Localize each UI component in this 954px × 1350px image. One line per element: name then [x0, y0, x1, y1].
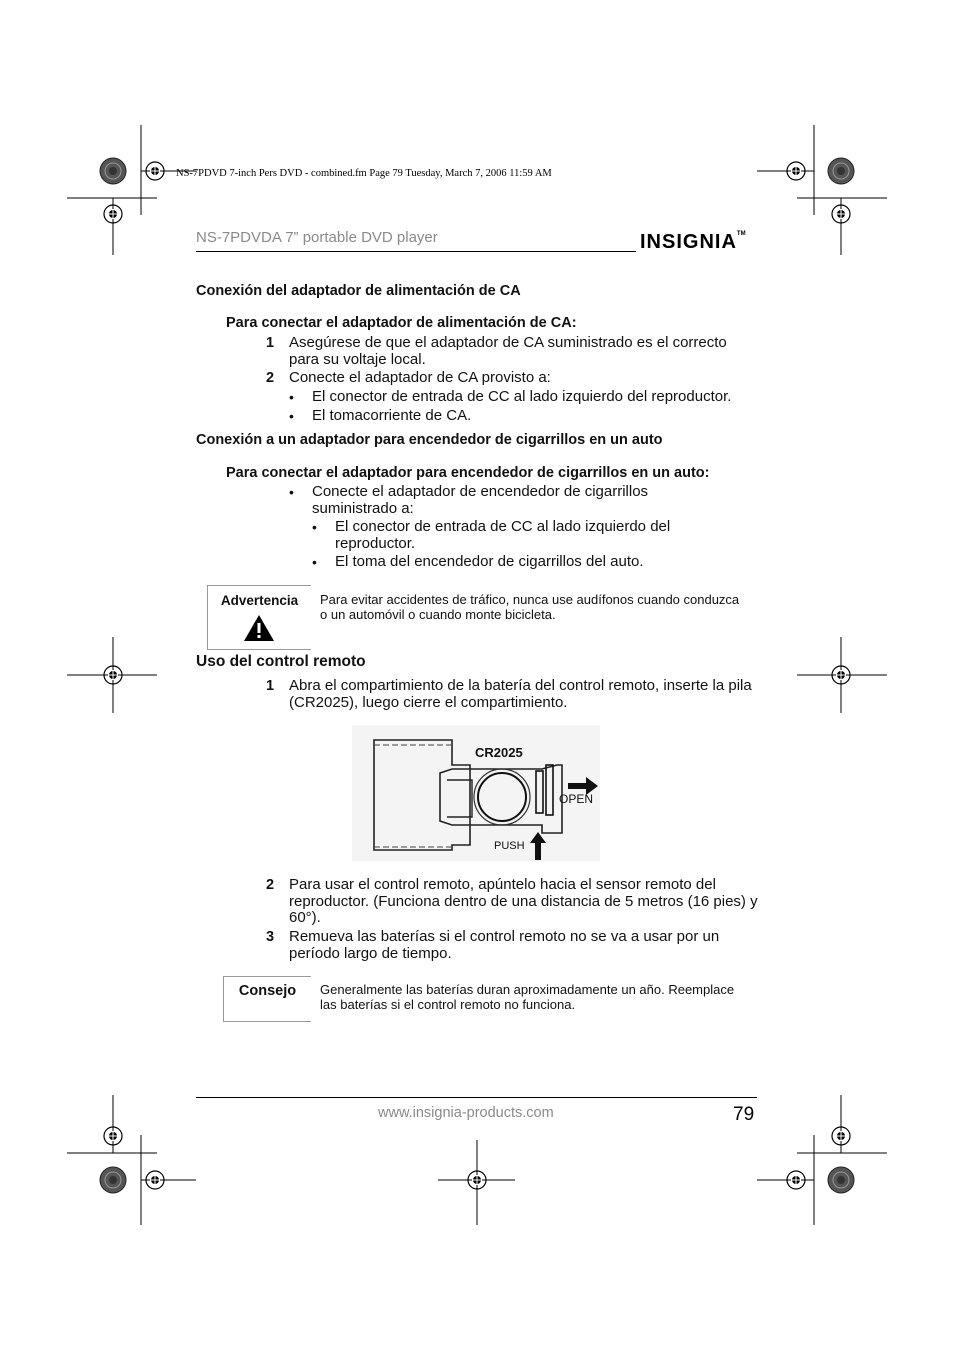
warning-icon [242, 613, 276, 643]
section-heading-remote: Uso del control remoto [196, 653, 366, 670]
battery-label: CR2025 [475, 745, 523, 760]
step-number: 3 [266, 929, 275, 945]
bullet-text: Conecte el adaptador de encendedor de cigarrillos suministrado a: [312, 483, 649, 517]
tip-text: Generalmente las baterías duran aproximadamente un año. Reemplace las baterías si el control remoto no funciona. [320, 982, 735, 1012]
bullet-icon: • [312, 519, 317, 535]
page-number: 79 [733, 1104, 755, 1125]
warning-label: Advertencia [220, 593, 299, 608]
bullet-icon: • [289, 389, 294, 405]
footer-url: www.insignia-products.com [378, 1105, 554, 1121]
bullet-icon: • [312, 554, 317, 570]
section-heading-car: Conexión a un adaptador para encendedor de cigarrillos en un auto [196, 432, 663, 448]
print-slug: NS-7PDVD 7-inch Pers DVD - combined.fm Page 79 Tuesday, March 7, 2006 11:59 AM [176, 168, 552, 179]
push-label: PUSH [494, 840, 525, 852]
tip-label: Consejo [238, 983, 297, 999]
step-text: Abra el compartimiento de la batería del control remoto, inserte la pila (CR2025), luego cierre el compartimiento. [289, 677, 752, 711]
battery-figure [352, 725, 600, 861]
step-text: Remueva las baterías si el control remoto no se va a usar por un período largo de tiempo. [289, 928, 720, 962]
logo-tm: TM [736, 231, 746, 237]
bullet-icon: • [289, 484, 294, 500]
bullet-icon: • [289, 408, 294, 424]
step-text: Asegúrese de que el adaptador de CA suministrado es el correcto para su voltaje local. [289, 334, 727, 368]
bullet-text: El tomacorriente de CA. [312, 407, 472, 424]
bullet-text: El conector de entrada de CC al lado izquierdo del reproductor. [312, 388, 732, 405]
header-title: NS-7PDVDA 7” portable DVD player [196, 229, 438, 246]
step-number: 1 [266, 678, 275, 694]
insignia-logo [640, 231, 746, 254]
header-rule [196, 251, 636, 252]
tip-label-box [223, 976, 311, 1022]
step-text: Para usar el control remoto, apúntelo hacia el sensor remoto del reproductor. (Funciona dentro de una distancia de 5 metros (16 pies) y 60°). [289, 876, 758, 926]
subheading-ac: Para conectar el adaptador de alimentación de CA: [226, 315, 577, 331]
bullet-text: El toma del encendedor de cigarrillos del auto. [335, 553, 644, 570]
step-number: 1 [266, 335, 275, 351]
warning-text: Para evitar accidentes de tráfico, nunca use audífonos cuando conduzca o un automóvil o cuando monte bicicleta. [320, 592, 740, 622]
section-heading-ac: Conexión del adaptador de alimentación de CA [196, 283, 521, 299]
step-text: Conecte el adaptador de CA provisto a: [289, 369, 551, 386]
warning-label-box [207, 585, 311, 650]
open-label: OPEN [559, 792, 594, 806]
logo-text: INSIGNIA [640, 231, 737, 253]
step-number: 2 [266, 370, 275, 386]
footer-rule [196, 1097, 757, 1098]
subheading-car: Para conectar el adaptador para encendedor de cigarrillos en un auto: [226, 465, 710, 481]
step-number: 2 [266, 877, 275, 893]
bullet-text: El conector de entrada de CC al lado izquierdo del reproductor. [335, 518, 671, 552]
